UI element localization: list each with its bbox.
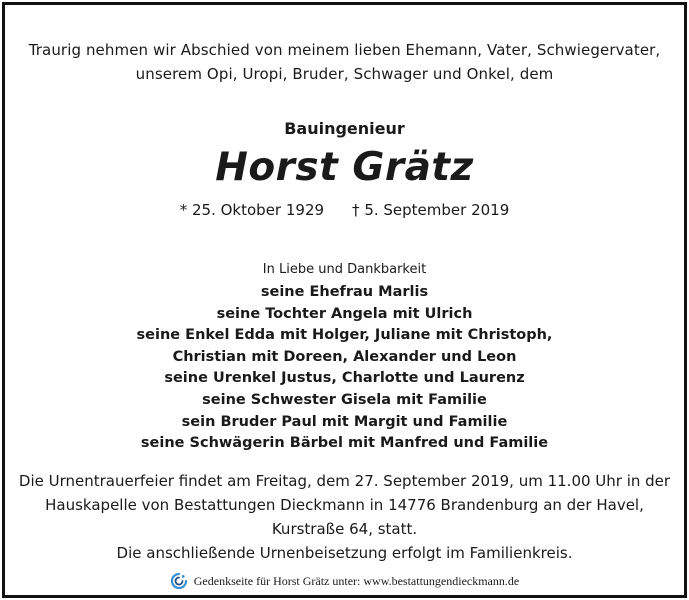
ceremony-line: Kurstraße 64, statt. [271, 520, 418, 538]
mourner-line: Christian mit Doreen, Alexander und Leon [172, 348, 517, 365]
ceremony-line: Die Urnentrauerfeier findet am Freitag, dem 27. September 2019, um 11.00 Uhr in der [18, 472, 671, 490]
life-dates [5, 199, 684, 221]
mourners-list [5, 282, 684, 455]
mourner-line: seine Urenkel Justus, Charlotte und Laurenz [164, 370, 525, 387]
birth-date: * 25. Oktober 1929 [179, 201, 325, 219]
mourner-line: seine Enkel Edda mit Holger, Juliane mit Christoph, [136, 327, 553, 344]
memorial-logo-icon [170, 572, 188, 590]
death-date: † 5. September 2019 [352, 201, 510, 219]
memorial-page-footer [5, 571, 684, 591]
mourners-heading: In Liebe und Dankbarkeit [262, 262, 427, 277]
intro-line: Traurig nehmen wir Abschied von meinem lieben Ehemann, Vater, Schwiegervater, [28, 41, 661, 59]
obituary-frame [2, 2, 687, 598]
ceremony-line: Hauskapelle von Bestattungen Dieckmann in 14776 Brandenburg an der Havel, [45, 496, 644, 514]
profession-title: Bauingenieur [284, 119, 405, 138]
ceremony-line: Die anschließende Urnenbeisetzung erfolgt im Familienkreis. [116, 544, 573, 562]
mourner-line: seine Schwägerin Bärbel mit Manfred und Familie [140, 435, 549, 452]
intro-text [5, 38, 684, 86]
mourner-line: seine Tochter Angela mit Ulrich [216, 305, 473, 322]
mourner-line: seine Schwester Gisela mit Familie [202, 391, 487, 408]
mourner-line: sein Bruder Paul mit Margit und Familie [181, 413, 508, 430]
intro-line: unserem Opi, Uropi, Bruder, Schwager und Onkel, dem [135, 65, 554, 83]
mourner-line: seine Ehefrau Marlis [260, 284, 429, 300]
memorial-page-link[interactable]: Gedenkseite für Horst Grätz unter: www.bestattungendieckmann.de [193, 574, 520, 588]
deceased-name: Horst Grätz [215, 145, 474, 190]
ceremony-text [5, 469, 684, 565]
